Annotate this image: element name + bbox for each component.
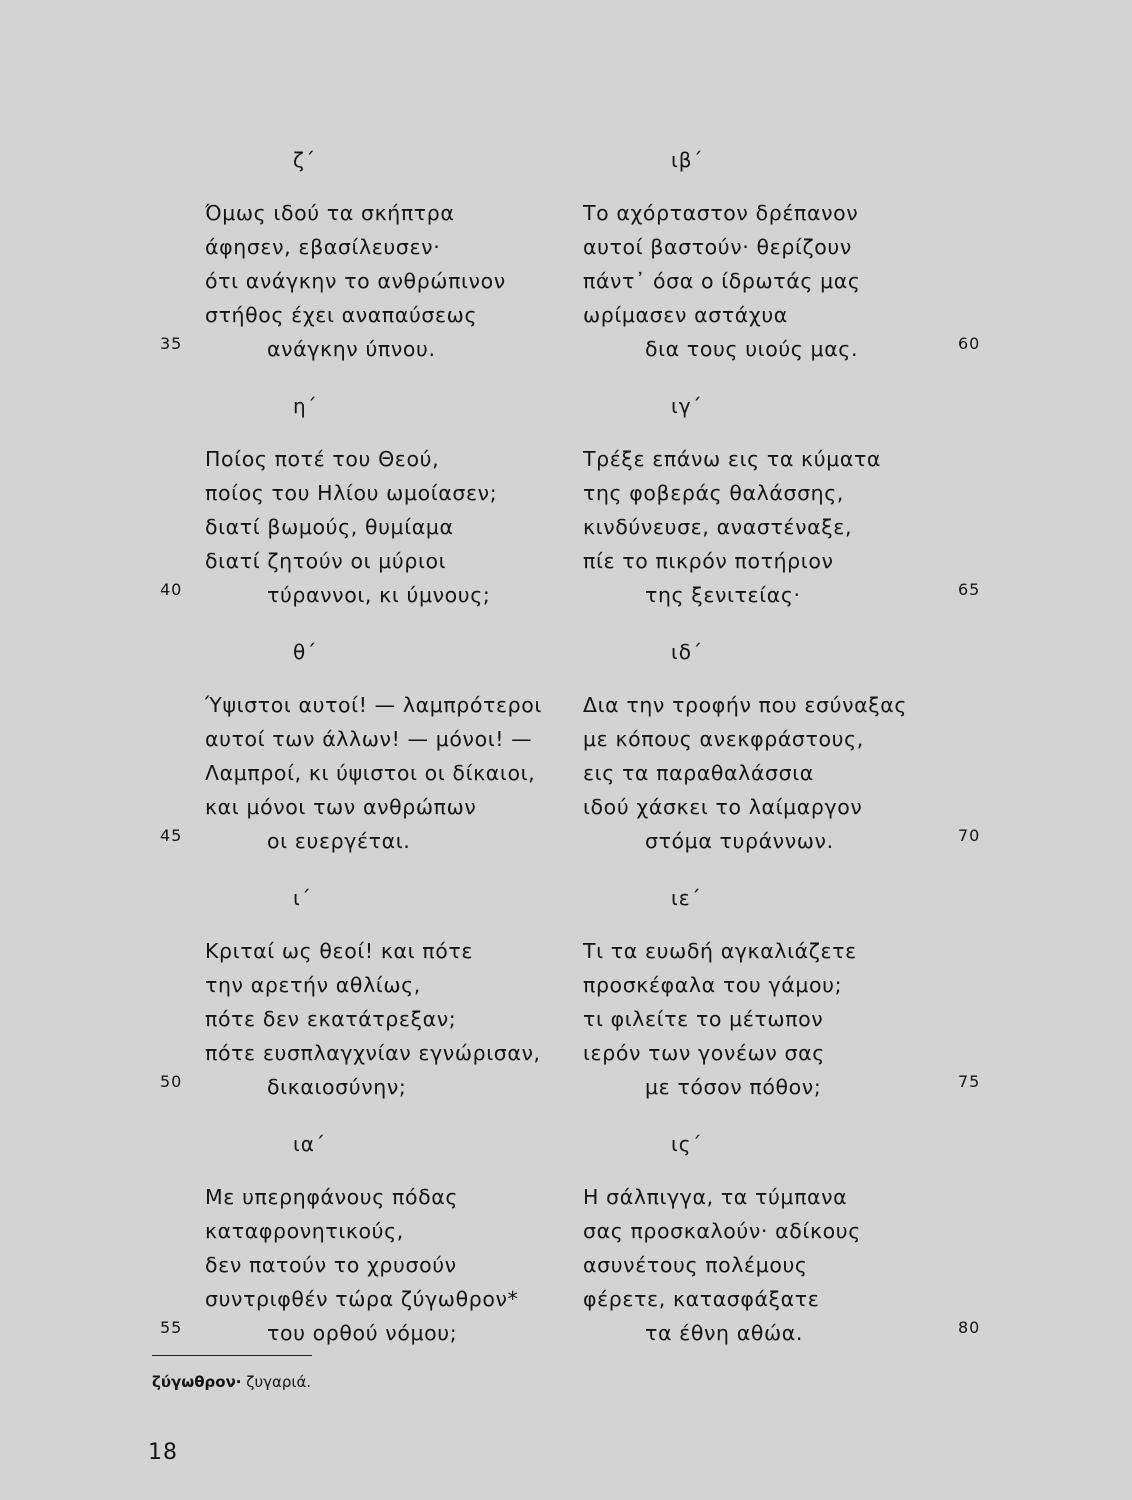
verse-line: Με υπερηφάνους πόδας — [205, 1185, 458, 1209]
verse-line: Ποίος ποτέ του Θεού, — [205, 447, 440, 471]
verse-line: την αρετήν αθλίως, — [205, 973, 421, 997]
verse-line: με τόσον πόθον; — [645, 1075, 822, 1099]
stanza-numeral: ις΄ — [671, 1132, 703, 1156]
verse-line: ασυνέτους πολέμους — [583, 1253, 808, 1277]
footnote-definition: ζυγαριά. — [246, 1373, 312, 1391]
verse-line: της ξενιτείας· — [645, 583, 801, 607]
verse-line: του ορθού νόμου; — [267, 1321, 458, 1345]
verse-line: στόμα τυράννων. — [645, 829, 834, 853]
verse-line: Όμως ιδού τα σκήπτρα — [205, 201, 455, 225]
verse-line: της φοβεράς θαλάσσης, — [583, 481, 845, 505]
verse-line: Τρέξε επάνω εις τα κύματα — [583, 447, 882, 471]
verse-line: Λαμπροί, κι ύψιστοι οι δίκαιοι, — [205, 761, 536, 785]
verse-line: ιερόν των γονέων σας — [583, 1041, 825, 1065]
verse-line: Τι τα ευωδή αγκαλιάζετε — [583, 939, 857, 963]
page-number: 18 — [148, 1440, 178, 1465]
verse-line: τι φιλείτε το μέτωπον — [583, 1007, 824, 1031]
verse-line: με κόπους ανεκφράστους, — [583, 727, 864, 751]
footnote-divider — [152, 1355, 312, 1356]
verse-line: σας προσκαλούν· αδίκους — [583, 1219, 861, 1243]
verse-line: άφησεν, εβασίλευσεν· — [205, 235, 441, 259]
stanza-numeral: ζ΄ — [293, 148, 316, 172]
line-number: 40 — [160, 580, 183, 599]
line-number: 70 — [958, 826, 981, 845]
stanza-numeral: η΄ — [293, 394, 318, 418]
verse-line: δεν πατούν το χρυσούν — [205, 1253, 457, 1277]
verse-line: συντριφθέν τώρα ζύγωθρον* — [205, 1287, 519, 1311]
line-number: 60 — [958, 334, 981, 353]
verse-line: οι ευεργέται. — [267, 829, 411, 853]
verse-line: δικαιοσύνην; — [267, 1075, 407, 1099]
verse-line: πότε δεν εκατάτρεξαν; — [205, 1007, 457, 1031]
stanza-numeral: ι΄ — [293, 886, 312, 910]
verse-line: ότι ανάγκην το ανθρώπινον — [205, 269, 506, 293]
verse-line: διατί βωμούς, θυμίαμα — [205, 515, 454, 539]
line-number: 50 — [160, 1072, 183, 1091]
verse-line: Η σάλπιγγα, τα τύμπανα — [583, 1185, 848, 1209]
line-number: 35 — [160, 334, 183, 353]
line-number: 55 — [160, 1318, 183, 1337]
footnote — [152, 1373, 311, 1391]
footnote-term: ζύγωθρον· — [152, 1373, 242, 1391]
verse-line: στήθος έχει αναπαύσεως — [205, 303, 478, 327]
verse-line: καταφρονητικούς, — [205, 1219, 404, 1243]
verse-line: Δια την τροφήν που εσύναξας — [583, 693, 908, 717]
verse-line: αυτοί βαστούν· θερίζουν — [583, 235, 852, 259]
stanza-numeral: ια΄ — [293, 1132, 326, 1156]
verse-line: δια τους υιούς μας. — [645, 337, 859, 361]
verse-line: και μόνοι των ανθρώπων — [205, 795, 477, 819]
verse-line: πάντ᾿ όσα ο ίδρωτάς μας — [583, 269, 861, 293]
line-number: 45 — [160, 826, 183, 845]
verse-line: αυτοί των άλλων! — μόνοι! — — [205, 727, 533, 751]
verse-line: Το αχόρταστον δρέπανον — [583, 201, 859, 225]
verse-line: φέρετε, κατασφάξατε — [583, 1287, 820, 1311]
line-number: 65 — [958, 580, 981, 599]
verse-line: Ύψιστοι αυτοί! — λαμπρότεροι — [205, 693, 542, 717]
verse-line: τύραννοι, κι ύμνους; — [267, 583, 491, 607]
verse-line: τα έθνη αθώα. — [645, 1321, 804, 1345]
verse-line: πίε το πικρόν ποτήριον — [583, 549, 834, 573]
stanza-numeral: ιβ΄ — [671, 148, 704, 172]
verse-line: ιδού χάσκει το λαίμαργον — [583, 795, 863, 819]
verse-line: ωρίμασεν αστάχυα — [583, 303, 788, 327]
stanza-numeral: ιδ΄ — [671, 640, 704, 664]
verse-line: εις τα παραθαλάσσια — [583, 761, 814, 785]
stanza-numeral: θ΄ — [293, 640, 318, 664]
line-number: 75 — [958, 1072, 981, 1091]
line-number: 80 — [958, 1318, 981, 1337]
verse-line: ποίος του Ηλίου ωμοίασεν; — [205, 481, 498, 505]
verse-line: διατί ζητούν οι μύριοι — [205, 549, 447, 573]
verse-line: ανάγκην ύπνου. — [267, 337, 436, 361]
verse-line: πότε ευσπλαγχνίαν εγνώρισαν, — [205, 1041, 541, 1065]
stanza-numeral: ιε΄ — [671, 886, 702, 910]
stanza-numeral: ιγ΄ — [671, 394, 703, 418]
verse-line: Κριταί ως θεοί! και πότε — [205, 939, 474, 963]
verse-line: κινδύνευσε, αναστέναξε, — [583, 515, 853, 539]
verse-line: προσκέφαλα του γάμου; — [583, 973, 843, 997]
